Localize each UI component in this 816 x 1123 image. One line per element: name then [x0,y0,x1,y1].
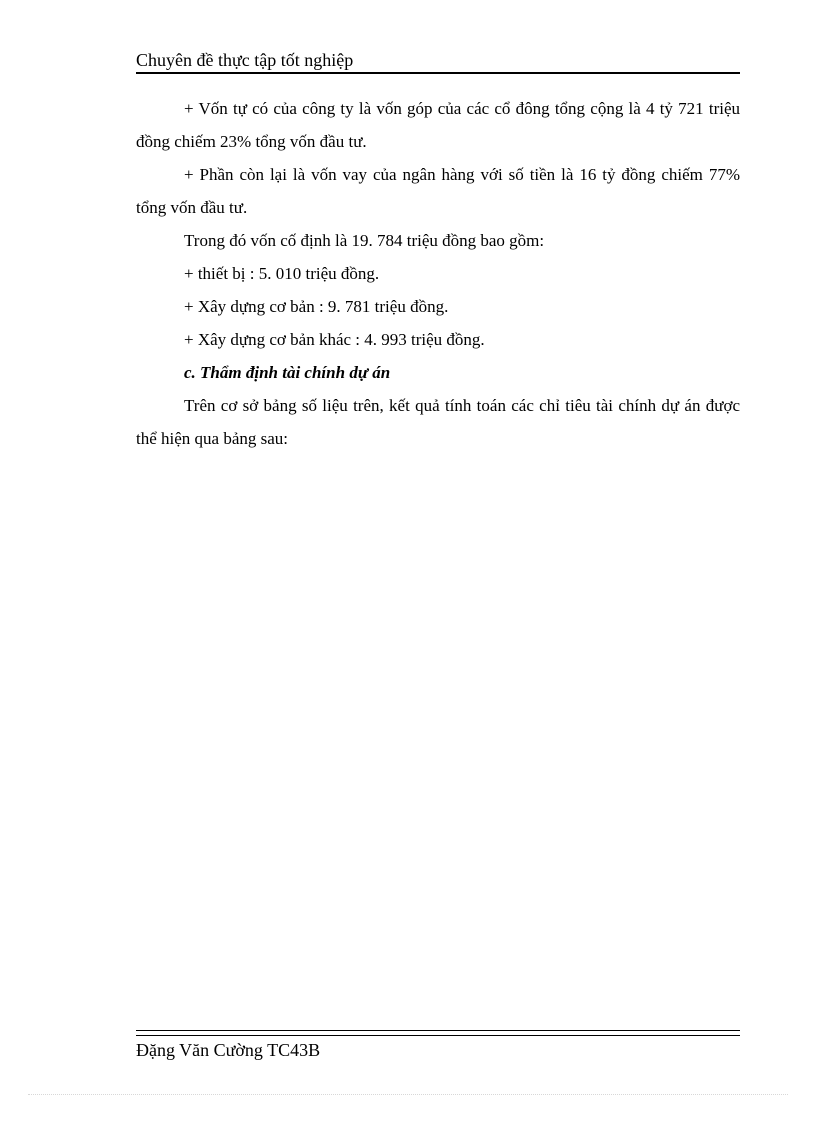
page-bottom-dotted-line [28,1094,788,1095]
paragraph-financial-intro: Trên cơ sở bảng số liệu trên, kết quả tính toán các chỉ tiêu tài chính dự án được thể hiện qua bảng sau: [136,396,740,448]
paragraph-loan-capital: + Phần còn lại là vốn vay của ngân hàng với số tiền là 16 tỷ đồng chiếm 77% tổng vốn đầu tư. [136,165,740,217]
paragraph-own-capital: + Vốn tự có của công ty là vốn góp của các cổ đông tổng cộng là 4 tỷ 721 triệu đồng chiếm 23% tổng vốn đầu tư. [136,99,740,151]
page-body [136,92,740,455]
section-heading-c: c. Thẩm định tài chính dự án [184,363,391,382]
page-footer [136,1038,320,1062]
footer-divider [136,1030,740,1036]
footer-author: Đặng Văn Cường TC43B [136,1040,321,1060]
list-item-other-construction: + Xây dựng cơ bản khác : 4. 993 triệu đồng. [184,330,485,349]
header-title: Chuyên đề thực tập tốt nghiệp [136,50,354,70]
list-item-equipment: + thiết bị : 5. 010 triệu đồng. [184,264,380,283]
list-item-basic-construction: + Xây dựng cơ bản : 9. 781 triệu đồng. [184,297,449,316]
paragraph-fixed-capital: Trong đó vốn cố định là 19. 784 triệu đồng bao gồm: [184,231,545,250]
page-header [136,48,740,74]
